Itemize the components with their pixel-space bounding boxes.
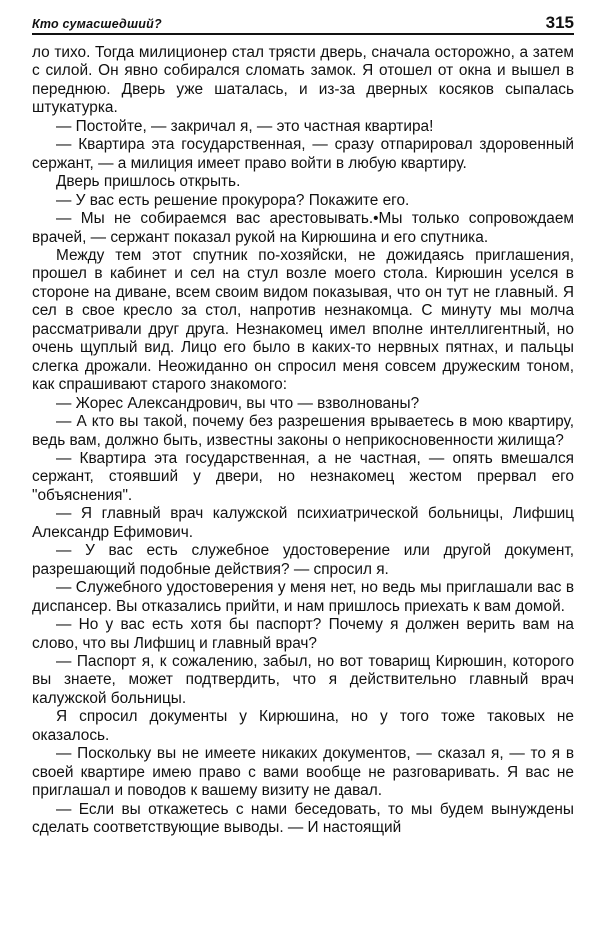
paragraph: — Мы не собираемся вас арестовывать.•Мы только сопровождаем врачей, — сержант показал рукой на Кирюшина и его спутника.	[32, 210, 574, 246]
page-number: 315	[545, 13, 574, 32]
paragraph: Между тем этот спутник по-хозяйски, не дожидаясь приглашения, прошел в кабинет и сел на стул возле моего стола. Кирюшин уселся в стороне на диване, всем своим видом показывая, что он тут не главный. Я сел в свое кресло за стол, напротив незнакомца. С минуту мы молча рассматривали друг друга. Незнакомец имел вполне интеллигентный, но очень щуплый вид. Лицо его было в каких-то нервных пятнах, и пальцы слегка дрожали. Неожиданно он спросил меня совсем дружеским тоном, как спрашивают старого знакомого:	[32, 246, 574, 394]
paragraph: — У вас есть решение прокурора? Покажите его.	[56, 191, 410, 209]
paragraph: — У вас есть служебное удостоверение или другой документ, разрешающий подобные действия? — спросил я.	[32, 542, 574, 578]
paragraph: — Квартира эта государственная, а не частная, — опять вмешался сержант, стоявший у двери, но незнакомец жестом прервал его "объяснения".	[32, 449, 574, 504]
paragraph: — Жорес Александрович, вы что — взволнованы?	[56, 394, 420, 412]
paragraph: — Паспорт я, к сожалению, забыл, но вот товарищ Кирюшин, которого вы знаете, может подтвердить, что я действительно главный врач калужской больницы.	[32, 652, 574, 707]
running-title: Кто сумасшедший?	[32, 17, 162, 31]
paragraph: ло тихо. Тогда милиционер стал трясти дверь, сначала осторожно, а затем с силой. Он явно собирался сломать замок. Я отошел от окна и вышел в переднюю. Дверь уже шаталась, и из-за дверных косяков сыпалась штукатурка.	[32, 44, 574, 117]
paragraph: — Служебного удостоверения у меня нет, но ведь мы приглашали вас в диспансер. Вы отказались прийти, и нам пришлось приехать к вам домой.	[32, 579, 574, 615]
paragraph: — Но у вас есть хотя бы паспорт? Почему я должен верить вам на слово, что вы Лифшиц и главный врач?	[32, 616, 574, 652]
paragraph: — Я главный врач калужской психиатрической больницы, Лифшиц Александр Ефимович.	[32, 505, 574, 541]
running-header	[32, 14, 574, 35]
paragraph: — Если вы откажетесь с нами беседовать, то мы будем вынуждены сделать соответствующие выводы. — И настоящий	[32, 800, 574, 837]
body-text	[32, 44, 574, 837]
book-page	[32, 14, 574, 837]
paragraph: Дверь пришлось открыть.	[56, 173, 241, 191]
paragraph: — Постойте, — закричал я, — это частная квартира!	[56, 117, 434, 135]
paragraph: — Поскольку вы не имеете никаких документов, — сказал я, — то я в своей квартире имею право с вами вообще не разговаривать. Я вас не приглашал и поводов к вашему визиту не давал.	[32, 745, 574, 800]
paragraph: — А кто вы такой, почему без разрешения врываетесь в мою квартиру, ведь вам, должно быть, известны законы о неприкосновенности жилища?	[32, 413, 574, 449]
paragraph: Я спросил документы у Кирюшина, но у того тоже таковых не оказалось.	[32, 708, 574, 744]
paragraph: — Квартира эта государственная, — сразу отпарировал здоровенный сержант, — а милиция имеет право войти в любую квартиру.	[32, 136, 574, 172]
